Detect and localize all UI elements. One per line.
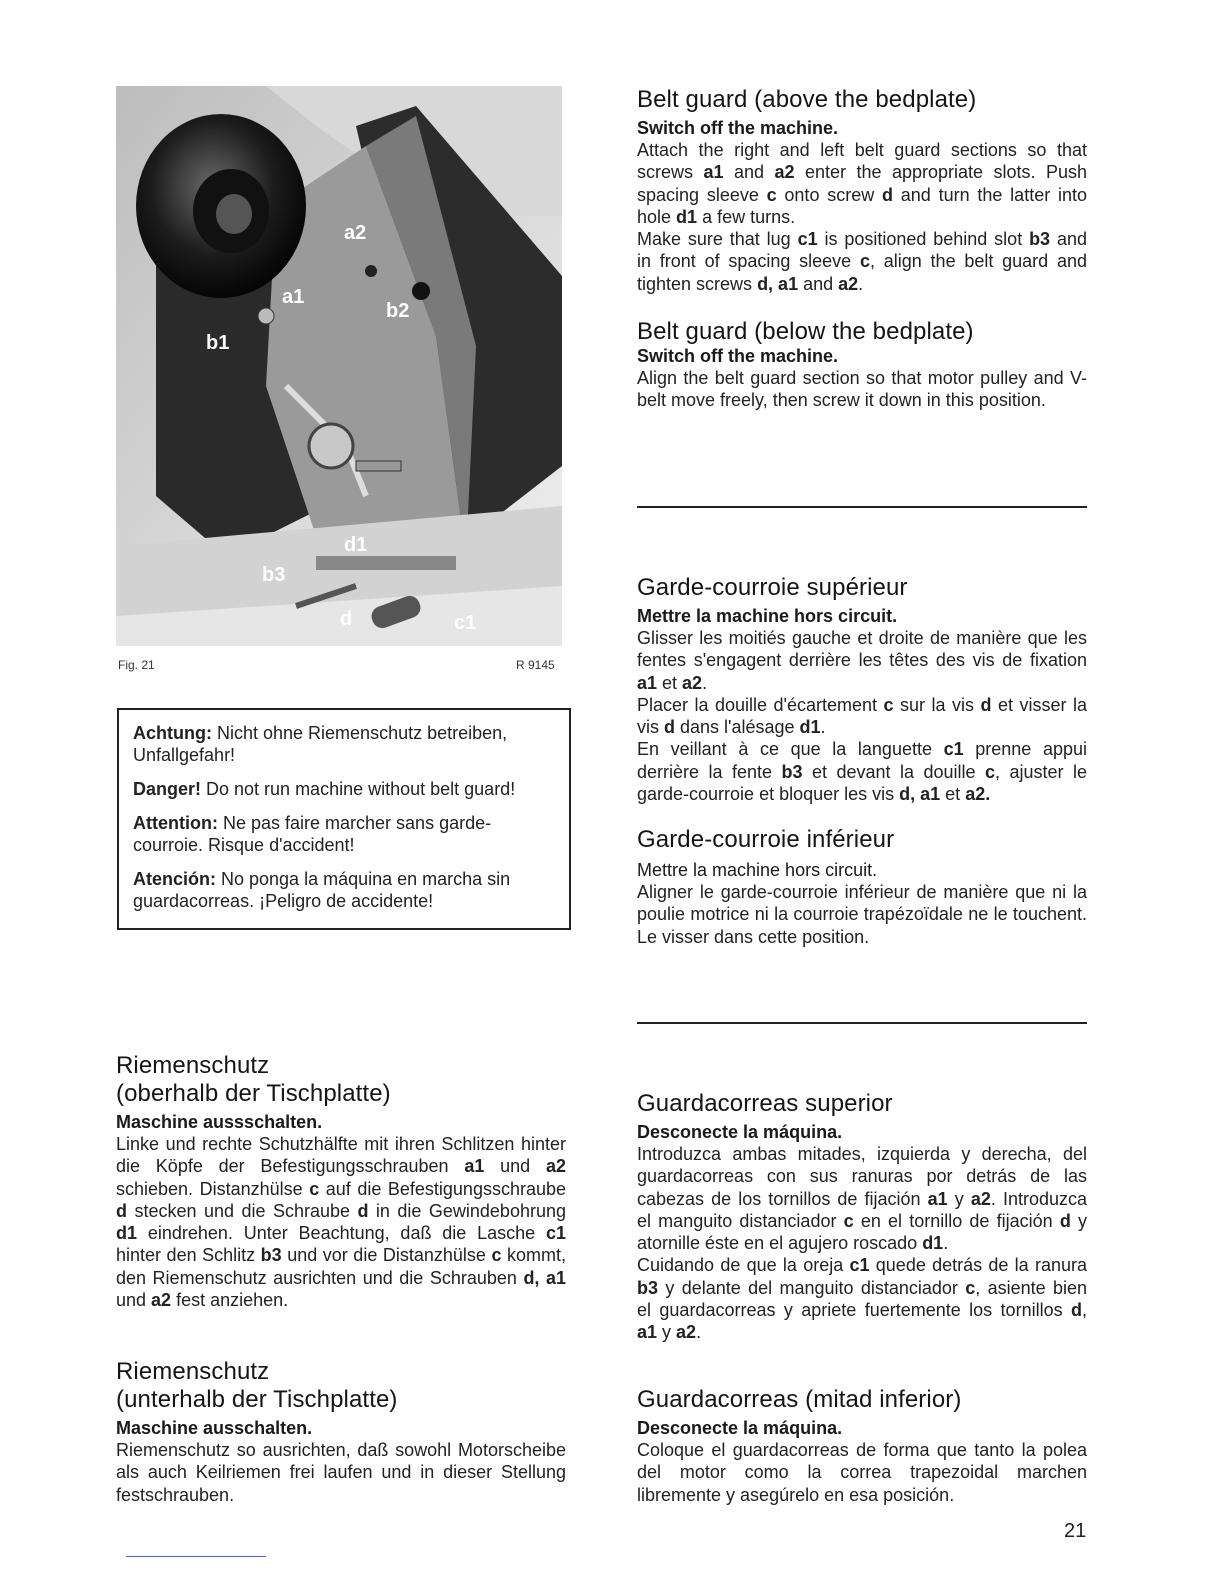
section-lead: Desconecte la máquina.: [637, 1122, 843, 1142]
part-reference: d: [1059, 1210, 1071, 1231]
text-run: onto screw: [776, 184, 883, 205]
part-reference: d1: [922, 1233, 944, 1254]
section-title: Riemenschutz: [116, 1052, 270, 1079]
text-run: , asiente bien el guardacorreas y apriete fuertemente los tornillos: [637, 1277, 1088, 1321]
section-title: (oberhalb der Tischplatte): [116, 1080, 391, 1107]
part-reference: a1: [927, 1188, 948, 1209]
section-title: Guardacorreas superior: [637, 1090, 893, 1117]
text-run: and: [723, 162, 775, 183]
part-reference: d1: [799, 717, 821, 738]
text-run: y delante del manguito distanciador: [658, 1277, 966, 1298]
text-run: Glisser les moitiés gauche et droite de manière que les fentes s'engagent derrière les têtes des vis de fixation: [637, 628, 1087, 671]
part-reference: a2: [151, 1290, 172, 1311]
paragraph: [637, 1254, 1087, 1343]
warning-en: Danger! Do not run machine without belt guard!: [133, 779, 516, 799]
part-reference: c1: [545, 1223, 566, 1244]
text-run: .: [943, 1233, 949, 1254]
text-run: fest anziehen.: [171, 1290, 289, 1311]
section-lead: Maschine ausschalten.: [116, 1418, 313, 1438]
text-run: quede detrás de la ranura: [869, 1255, 1087, 1276]
text-run: Cuidando de que la oreja: [637, 1255, 850, 1276]
part-reference: d: [1070, 1300, 1082, 1321]
text-run: , align the belt guard and tighten screws: [637, 251, 1087, 294]
text-run: and turn the latter into hole: [637, 184, 1087, 227]
text-run: Placer la douille d'écartement: [637, 694, 884, 715]
text-run: prenne appui derrière la fente: [637, 739, 1087, 782]
warning-fr: Attention: Ne pas faire marcher sans garde-courroie. Risque d'accident!: [133, 813, 492, 855]
text-run: and in front of spacing sleeve: [637, 229, 1087, 272]
paragraph: [116, 1133, 566, 1311]
text-run: en el tornillo de fijación: [853, 1210, 1060, 1231]
part-reference: d1: [676, 206, 698, 227]
text-run: Introduzca ambas mitades, izquierda y derecha, del guardacorreas con sus ranuras por detrás de las cabezas de los tornillos de fijación: [637, 1144, 1087, 1209]
text-run: y: [947, 1188, 971, 1209]
callout-a2: a2: [344, 222, 367, 244]
part-reference: a2.: [965, 784, 991, 805]
section-title: (unterhalb der Tischplatte): [116, 1386, 398, 1413]
section-de-ober: [116, 1052, 566, 1311]
part-reference: d: [116, 1200, 127, 1221]
text-run: hinter den Schlitz: [116, 1245, 261, 1266]
text-run: . Introduzca el manguito distanciador: [637, 1188, 1087, 1231]
section-en-above: [637, 86, 1087, 295]
part-reference: a1: [637, 672, 658, 693]
text-run: und vor die Distanzhülse: [281, 1245, 492, 1266]
section-lead: Mettre la machine hors circuit.: [637, 860, 878, 880]
part-reference: c: [859, 251, 870, 272]
part-reference: a1: [703, 162, 724, 183]
text-run: und: [484, 1156, 546, 1177]
part-reference: c: [766, 184, 777, 205]
section-divider: [637, 1022, 1087, 1024]
paragraph: [637, 738, 1087, 805]
paragraph: [637, 1143, 1087, 1254]
section-de-unter: [116, 1358, 566, 1506]
part-reference: b3: [260, 1245, 282, 1266]
text-run: et devant la douille: [802, 761, 985, 782]
text-run: stecken und die Schraube: [127, 1200, 358, 1221]
text-run: schieben. Distanzhülse: [116, 1178, 310, 1199]
callout-d: d: [340, 608, 353, 630]
paragraph: [637, 694, 1087, 739]
section-title: Belt guard (above the bedplate): [637, 86, 977, 113]
paragraph: Aligner le garde-courroie inférieur de manière que ni la poulie motrice ni la courroie trapézoïdale ne le touchent. Le visser dans cette position.: [637, 882, 1087, 947]
callout-b1: b1: [206, 332, 230, 354]
paragraph: [637, 139, 1087, 228]
section-title: Guardacorreas (mitad inferior): [637, 1386, 962, 1413]
section-title: Belt guard (below the bedplate): [637, 318, 974, 345]
text-run: enter the appropriate slots. Push spacing sleeve: [637, 162, 1087, 205]
text-run: y atornille éste en el agujero roscado: [637, 1210, 1087, 1254]
section-title: Garde-courroie supérieur: [637, 574, 908, 601]
section-en-below: [637, 318, 1087, 412]
section-lead: Switch off the machine.: [637, 118, 839, 138]
text-run: .: [696, 1322, 702, 1343]
warning-de: Achtung: Nicht ohne Riemenschutz betreiben, Unfallgefahr!: [133, 723, 508, 765]
callout-b3: b3: [262, 564, 286, 586]
safety-warning-box: [117, 708, 571, 930]
part-reference: a1: [637, 1322, 658, 1343]
text-run: et: [657, 672, 683, 693]
part-reference: d, a1: [899, 784, 941, 805]
text-run: .: [858, 273, 864, 294]
belt-guard-illustration: [116, 86, 562, 646]
section-lead: Maschine aussschalten.: [116, 1112, 323, 1132]
figure-reference: R 9145: [516, 658, 555, 672]
callout-b2: b2: [386, 300, 410, 322]
text-run: et visser la vis: [637, 694, 1087, 738]
part-reference: b3: [781, 761, 803, 782]
warning-es: Atención: No ponga la máquina en marcha sin guardacorreas. ¡Peligro de accidente!: [133, 869, 511, 911]
callout-c1: c1: [454, 612, 477, 634]
part-reference: d1: [116, 1223, 138, 1244]
text-run: Attach the right and left belt guard sections so that screws: [637, 140, 1087, 183]
page-number: 21: [1064, 1520, 1087, 1542]
part-reference: c: [965, 1277, 976, 1298]
part-reference: a2: [838, 273, 859, 294]
text-run: ,: [1081, 1300, 1087, 1321]
text-run: kommt, den Riemenschutz ausrichten und die Schrauben: [116, 1245, 566, 1288]
part-reference: a1: [545, 1267, 566, 1288]
text-run: .: [702, 672, 708, 693]
figure-caption: Fig. 21: [118, 658, 155, 672]
paragraph: [637, 627, 1087, 694]
section-fr-sup: [637, 574, 1087, 805]
part-reference: c: [985, 761, 996, 782]
part-reference: d, a1: [757, 273, 799, 294]
section-es-sup: [637, 1090, 1087, 1344]
section-divider: [637, 506, 1087, 508]
text-run: , ajuster le garde-courroie et bloquer les vis: [637, 761, 1087, 805]
paragraph: [637, 228, 1087, 295]
text-run: Make sure that lug: [637, 229, 798, 250]
paragraph: Riemenschutz so ausrichten, daß sowohl Motorscheibe als auch Keilriemen frei laufen und in dieser Stellung festschrauben.: [116, 1440, 566, 1505]
section-es-inf: [637, 1386, 1087, 1506]
section-lead: Desconecte la máquina.: [637, 1418, 843, 1438]
part-reference: d: [664, 717, 675, 738]
part-reference: b3: [637, 1277, 659, 1298]
figure-21-photo: [116, 86, 562, 646]
text-run: En veillant à ce que la languette: [637, 739, 944, 760]
text-run: a few turns.: [697, 206, 796, 227]
text-run: dans l'alésage: [675, 717, 800, 738]
scan-line-mark: [126, 1556, 266, 1557]
text-run: and: [798, 273, 839, 294]
part-reference: a2: [682, 672, 703, 693]
text-run: sur la vis: [893, 694, 981, 715]
text-run: auf die Befestigungsschraube: [319, 1178, 567, 1199]
part-reference: d: [357, 1200, 369, 1221]
part-reference: a1: [464, 1156, 485, 1177]
callout-d1: d1: [344, 534, 368, 556]
part-reference: c1: [849, 1255, 870, 1276]
part-reference: c1: [797, 229, 818, 250]
part-reference: a2: [970, 1188, 991, 1209]
part-reference: c: [883, 694, 894, 715]
text-run: y: [657, 1322, 677, 1343]
paragraph: Align the belt guard section so that motor pulley and V-belt move freely, then screw it down in this position.: [637, 368, 1087, 411]
text-run: Linke und rechte Schutzhälfte mit ihren Schlitzen hinter die Köpfe der Befestigungsschrauben: [116, 1134, 566, 1177]
part-reference: c: [309, 1178, 320, 1199]
text-run: et: [940, 784, 966, 805]
paragraph: Coloque el guardacorreas de forma que tanto la polea del motor como la correa trapezoidal marchen libremente y asegúrelo en esa posición.: [637, 1440, 1087, 1505]
part-reference: d: [980, 694, 992, 715]
section-title: Garde-courroie inférieur: [637, 826, 895, 853]
text-run: in die Gewindebohrung: [368, 1200, 566, 1221]
text-run: .: [820, 717, 826, 738]
part-reference: a2: [676, 1322, 697, 1343]
text-run: eindrehen. Unter Beachtung, daß die Lasche: [137, 1223, 546, 1244]
part-reference: c1: [943, 739, 964, 760]
part-reference: d: [882, 184, 894, 205]
part-reference: a2: [545, 1156, 566, 1177]
section-fr-inf: [637, 826, 1087, 948]
part-reference: c: [843, 1210, 854, 1231]
section-lead: Switch off the machine.: [637, 346, 839, 366]
section-lead: Mettre la machine hors circuit.: [637, 606, 898, 626]
part-reference: a2: [774, 162, 795, 183]
section-title: Riemenschutz: [116, 1358, 270, 1385]
part-reference: b3: [1029, 229, 1051, 250]
text-run: is positioned behind slot: [817, 229, 1030, 250]
part-reference: c: [491, 1245, 502, 1266]
callout-a1: a1: [282, 286, 305, 308]
part-reference: d,: [523, 1267, 540, 1288]
text-run: und: [116, 1290, 152, 1311]
